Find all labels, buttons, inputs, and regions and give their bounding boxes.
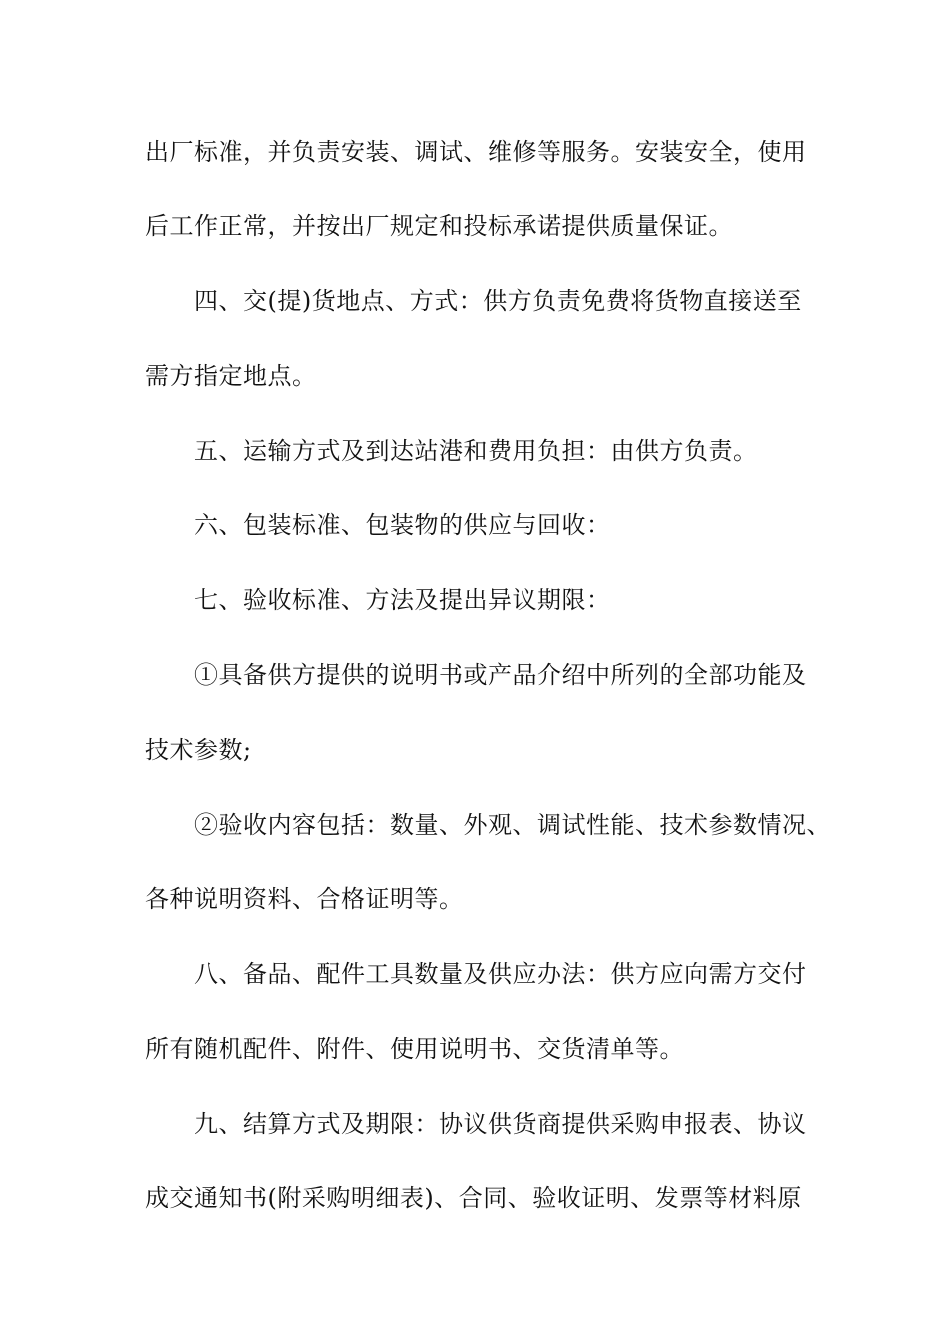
- section-heading-acceptance: 七、验收标准、方法及提出异议期限：: [194, 586, 611, 614]
- list-item-1: ①具备供方提供的说明书或产品介绍中所列的全部功能及: [194, 661, 807, 689]
- paragraph-line: 技术参数;: [145, 736, 252, 764]
- paragraph-line: 需方指定地点。: [145, 362, 317, 390]
- section-heading-delivery: 四、交(提)货地点、方式：供方负责免费将货物直接送至: [194, 287, 802, 315]
- paragraph-line: 成交通知书(附采购明细表)、合同、验收证明、发票等材料原: [145, 1184, 802, 1212]
- paragraph-line: 后工作正常，并按出厂规定和投标承诺提供质量保证。: [145, 212, 733, 240]
- paragraph-line: 各种说明资料、合格证明等。: [145, 885, 464, 913]
- paragraph-line: 所有随机配件、附件、使用说明书、交货清单等。: [145, 1035, 684, 1063]
- section-heading-packaging: 六、包装标准、包装物的供应与回收：: [194, 511, 611, 539]
- list-item-2: ②验收内容包括：数量、外观、调试性能、技术参数情况、: [194, 811, 831, 839]
- section-heading-spare-parts: 八、备品、配件工具数量及供应办法：供方应向需方交付: [194, 960, 807, 988]
- paragraph-line: 出厂标准，并负责安装、调试、维修等服务。安装安全，使用: [145, 138, 807, 166]
- section-heading-transport: 五、运输方式及到达站港和费用负担：由供方负责。: [194, 437, 758, 465]
- section-heading-settlement: 九、结算方式及期限：协议供货商提供采购申报表、协议: [194, 1110, 807, 1138]
